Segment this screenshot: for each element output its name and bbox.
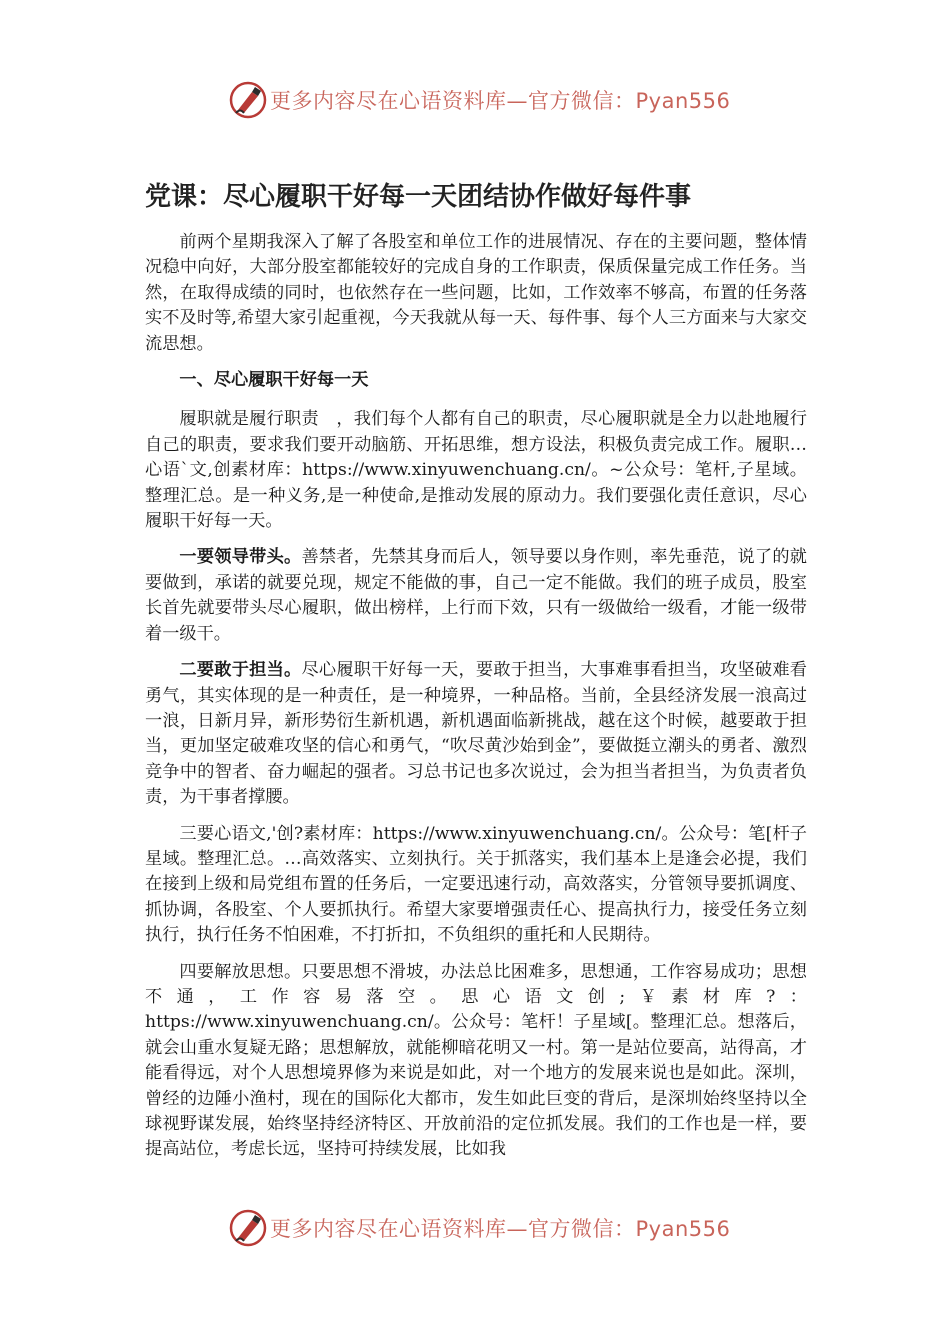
footer-banner <box>228 1208 730 1248</box>
page-title: 党课：尽心履职干好每一天团结协作做好每件事 <box>145 182 692 212</box>
paragraph-leadership <box>145 545 807 647</box>
paragraph-text-1: 善禁者，先禁其身而后人，领导要以身作则，率先垂范，说了的就要做到，承诺的就要兑现，规定不能做的事，自己一定不能做。我们的班子成员，股室长首先就要带头尽心履职，做出榜样，上行而下效，只有一级做给一级看，才能一级带着一级干。 <box>145 547 807 644</box>
paragraph-text-2: 尽心履职干好每一天，要敢于担当，大事难事看担当，攻坚破难看勇气，其实体现的是一种责任，是一种境界，一种品格。当前，全县经济发展一浪高过一浪，日新月异，新形势衍生新机遇，新机遇面临新挑战，越在这个时候，越要敢于担当，更加坚定破难攻坚的信心和勇气，“吹尽黄沙始到金”，要做挺立潮头的勇者、激烈竞争中的智者、奋力崛起的强者。习总书记也多次说过，会为担当者担当，为负责者负责，为干事者撑腰。 <box>145 660 807 808</box>
article-body <box>145 230 807 1174</box>
paragraph-mindset: 四要解放思想。只要思想不滑坡，办法总比困难多，思想通，工作容易成功；思想不通，工作容易落空。思心语文创;￥素材库?：https://www.xinyuwenchuang.cn/。公众号：笔杆！子星域[。整理汇总。想落后，就会山重水复疑无路；思想解放，就能柳暗花明又一村。第一是站位要高，站得高，才能看得远，对个人思想境界修为来说是如此，对一个地方的发展来说也是如此。深圳，曾经的边陲小渔村，现在的国际化大都市，发生如此巨变的背后，是深圳始终坚持以全球视野谋发展，始终坚持经济特区、开放前沿的定位抓发展。我们的工作也是一样，要提高站位，考虑长远，坚持可持续发展，比如我 <box>145 961 807 1160</box>
banner-text: 更多内容尽在心语资料库—官方微信：Pyan556 <box>270 89 731 113</box>
pen-nib-logo-icon <box>228 80 268 120</box>
paragraph-intro: 前两个星期我深入了解了各股室和单位工作的进展情况、存在的主要问题，整体情况稳中向好，大部分股室都能较好的完成自身的工作职责，保质保量完成工作任务。当然，在取得成绩的同时，也依然存在一些问题，比如，工作效率不够高，布置的任务落实不及时等,希望大家引起重视，今天我就从每一天、每件事、每个人三方面来与大家交流思想。 <box>145 232 807 354</box>
section-heading-1: 一、尽心履职干好每一天 <box>179 370 369 391</box>
header-banner <box>228 80 730 120</box>
banner-text: 更多内容尽在心语资料库—官方微信：Pyan556 <box>270 1217 731 1241</box>
paragraph-lead-2: 二要敢于担当。 <box>179 660 302 681</box>
pen-nib-logo-icon <box>228 1208 268 1248</box>
paragraph-execution: 三要心语文,'创?素材库：https://www.xinyuwenchuang.cn/。公众号：笔[杆子星域。整理汇总。…高效落实、立刻执行。关于抓落实，我们基本上是逢会必提，我们在接到上级和局党组布置的任务后，一定要迅速行动，高效落实，分管领导要抓调度、抓协调，各股室、个人要抓执行。希望大家要增强责任心、提高执行力，接受任务立刻执行，执行任务不怕困难，不打折扣，不负组织的重托和人民期待。 <box>145 823 807 946</box>
paragraph-duty: 履职就是履行职责 ，我们每个人都有自己的职责，尽心履职就是全力以赴地履行自己的职责，要求我们要开动脑筋、开拓思维，想方设法，积极负责完成工作。履职…心语`文,创素材库：https://www.xinyuwenchuang.cn/。~公众号：笔杆,子星域。整理汇总。是一种义务,是一种使命,是推动发展的原动力。我们要强化责任意识，尽心履职干好每一天。 <box>145 409 807 532</box>
paragraph-lead-1: 一要领导带头。 <box>179 547 302 568</box>
paragraph-responsibility <box>145 658 807 810</box>
